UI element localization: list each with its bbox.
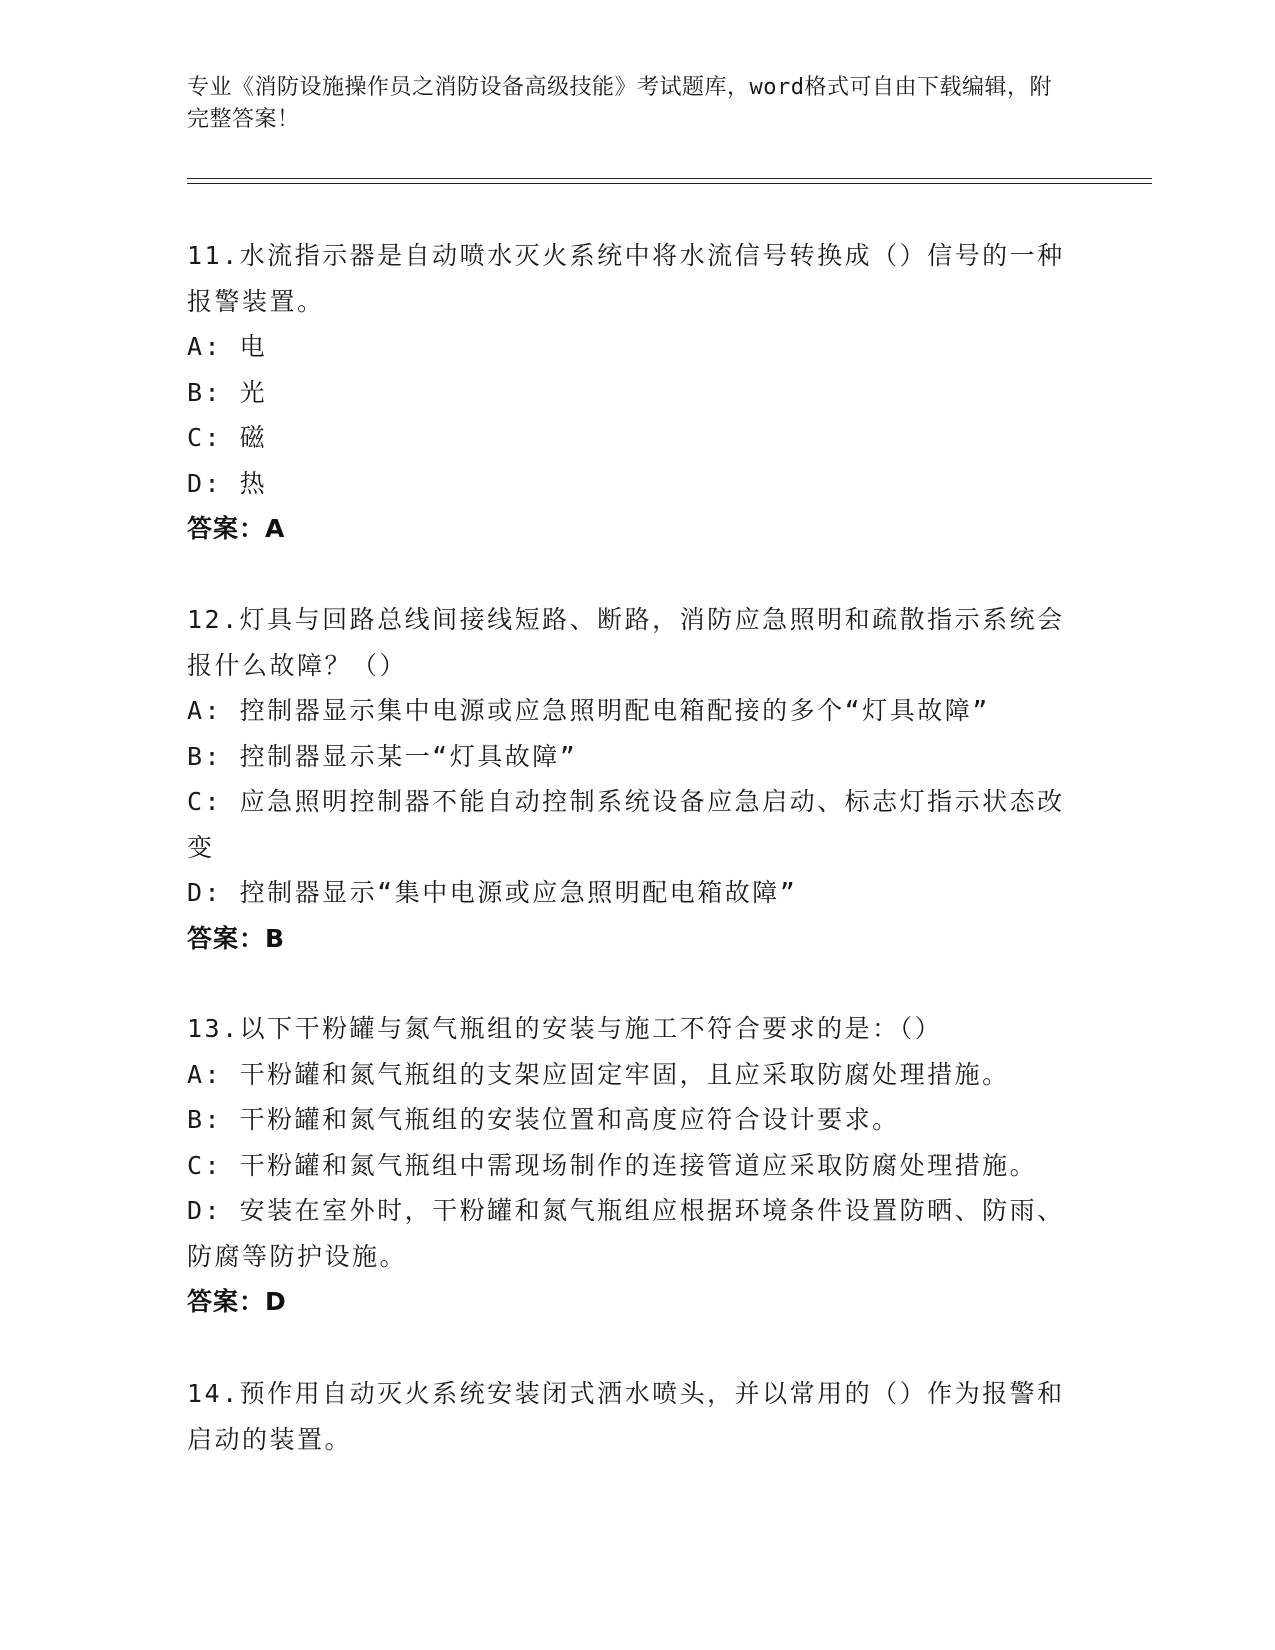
question-11 [187, 233, 1067, 552]
option-c: C: 磁 [187, 423, 268, 452]
document-header: 专业《消防设施操作员之消防设备高级技能》考试题库，word格式可自由下载编辑，附完整答案！ [187, 75, 1052, 132]
option-c: C: 应急照明控制器不能自动控制系统设备应急启动、标志灯指示状态改变 [187, 787, 1065, 862]
question-stem: 13.以下干粉罐与氮气瓶组的安装与施工不符合要求的是：（） [187, 1014, 943, 1043]
question-stem: 14.预作用自动灭火系统安装闭式洒水喷头，并以常用的（）作为报警和启动的装置。 [187, 1379, 1065, 1454]
option-d: D: 控制器显示“集中电源或应急照明配电箱故障” [187, 878, 798, 907]
header-divider-top [187, 178, 1152, 179]
option-a: A: 控制器显示集中电源或应急照明配电箱配接的多个“灯具故障” [187, 696, 990, 725]
option-d: D: 热 [187, 468, 268, 498]
option-c: C: 干粉罐和氮气瓶组中需现场制作的连接管道应采取防腐处理措施。 [187, 1150, 1038, 1180]
option-b: B: 干粉罐和氮气瓶组的安装位置和高度应符合设计要求。 [187, 1105, 900, 1134]
question-13 [187, 1006, 1067, 1325]
option-d: D: 安装在室外时，干粉罐和氮气瓶组应根据环境条件设置防晒、防雨、防腐等防护设施。 [187, 1196, 1065, 1271]
question-12 [187, 597, 1067, 961]
question-stem: 11.水流指示器是自动喷水灭火系统中将水流信号转换成（）信号的一种报警装置。 [187, 241, 1065, 316]
option-b: B: 控制器显示某一“灯具故障” [187, 741, 578, 771]
answer: 答案：B [187, 923, 286, 953]
answer: 答案：A [187, 514, 286, 543]
header-divider-bottom [187, 183, 1152, 184]
answer: 答案：D [187, 1287, 287, 1316]
question-stem: 12.灯具与回路总线间接线短路、断路，消防应急照明和疏散指示系统会报什么故障？（） [187, 605, 1065, 680]
option-a: A: 干粉罐和氮气瓶组的支架应固定牢固，且应采取防腐处理措施。 [187, 1059, 1010, 1089]
option-a: A: 电 [187, 332, 268, 361]
question-14 [187, 1371, 1067, 1462]
option-b: B: 光 [187, 377, 268, 407]
